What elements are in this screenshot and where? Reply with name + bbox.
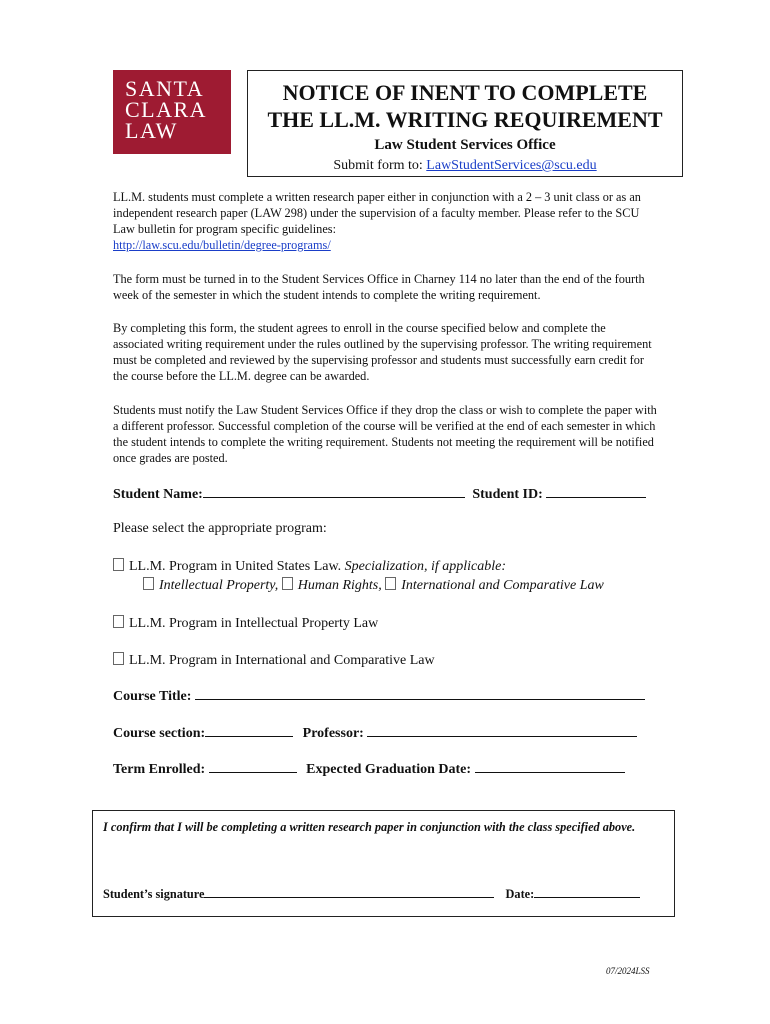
course-section-label: Course section: [113, 726, 206, 741]
confirmation-text: I confirm that I will be completing a written research paper in conjunction with the class specified above. [103, 820, 636, 834]
program-us-law-checkbox[interactable] [113, 558, 124, 571]
spec-intl-label: International and Comparative Law [401, 578, 604, 593]
logo-line-3: LAW [125, 118, 178, 143]
program-ip-checkbox[interactable] [113, 615, 124, 628]
program-ip-label: LL.M. Program in Intellectual Property Law [129, 616, 379, 631]
select-program-label: Please select the appropriate program: [113, 521, 327, 536]
program-us-law-row [113, 558, 506, 575]
paragraph-1-text: LL.M. students must complete a written research paper either in conjunction with a 2 – 3 unit class or as an independent research paper (LAW 298) under the supervision of a faculty member. Please refer to the SCU Law bulletin for program specific guidelines: [113, 190, 641, 236]
title-box [247, 70, 683, 177]
logo-line-2: CLARA [125, 97, 208, 122]
spec-human-rights-checkbox[interactable] [282, 577, 293, 590]
title-line-1: NOTICE OF INENT TO COMPLETE [282, 80, 648, 105]
term-enrolled-label: Term Enrolled: [113, 762, 206, 777]
course-title-field[interactable] [195, 687, 645, 700]
course-title-row [113, 687, 645, 705]
paragraph-4: Students must notify the Law Student Services Office if they drop the class or wish to complete the paper with a different professor. Successful completion of the course will be verified at the end of each semester in which the student intends to complete the writing requirement. Students not meeting the requirement will be notified once grades are posted. [113, 403, 657, 465]
course-section-row [113, 724, 637, 742]
santa-clara-law-logo [113, 70, 231, 154]
program-intl-row [113, 652, 435, 669]
spec-ip-checkbox[interactable] [143, 577, 154, 590]
signature-field[interactable] [204, 885, 494, 898]
professor-field[interactable] [367, 724, 637, 737]
specialization-row [143, 577, 604, 594]
program-us-law-label: LL.M. Program in United States Law. [129, 559, 342, 574]
spec-ip-label: Intellectual Property, [159, 578, 279, 593]
signature-row [103, 885, 640, 902]
program-intl-checkbox[interactable] [113, 652, 124, 665]
specialization-label: Specialization, if applicable: [344, 559, 507, 574]
signature-date-field[interactable] [534, 885, 640, 898]
course-section-field[interactable] [205, 724, 293, 737]
submit-instruction [248, 158, 682, 174]
signature-date-label: Date: [505, 887, 535, 901]
student-name-label: Student Name: [113, 487, 203, 502]
program-intl-label: LL.M. Program in International and Comparative Law [129, 653, 435, 668]
bulletin-link[interactable]: http://law.scu.edu/bulletin/degree-programs/ [113, 238, 331, 252]
term-enrolled-field[interactable] [209, 760, 297, 773]
title-line-2: THE LL.M. WRITING REQUIREMENT [267, 107, 663, 132]
graduation-date-field[interactable] [475, 760, 625, 773]
paragraph-1 [113, 189, 658, 253]
program-ip-row [113, 615, 378, 632]
office-name: Law Student Services Office [374, 137, 556, 153]
submit-prefix: Submit form to: [333, 158, 427, 173]
form-title [248, 79, 682, 133]
student-name-row [113, 485, 646, 503]
course-title-label: Course Title: [113, 689, 192, 704]
student-id-label: Student ID: [472, 487, 543, 502]
spec-intl-checkbox[interactable] [385, 577, 396, 590]
signature-label: Student’s signature [103, 887, 205, 901]
logo-line-1: SANTA [125, 76, 205, 101]
paragraph-2: The form must be turned in to the Student Services Office in Charney 114 no later than the end of the fourth week of the semester in which the student intends to complete the writing requirement. [113, 272, 645, 302]
student-name-field[interactable] [203, 485, 465, 498]
confirmation-box [92, 810, 675, 917]
submit-email-link[interactable]: LawStudentServices@scu.edu [426, 158, 597, 173]
paragraph-3: By completing this form, the student agrees to enroll in the course specified below and complete the associated writing requirement under the rules outlined by the supervising professor. The writing requirement must be completed and reviewed by the supervising professor and students must successfully earn credit for the course before the LL.M. degree can be awarded. [113, 321, 652, 383]
revision-code: 07/2024LSS [606, 966, 650, 976]
graduation-date-label: Expected Graduation Date: [306, 762, 472, 777]
student-id-field[interactable] [546, 485, 646, 498]
term-row [113, 760, 625, 778]
spec-human-rights-label: Human Rights, [297, 578, 382, 593]
professor-label: Professor: [302, 726, 364, 741]
